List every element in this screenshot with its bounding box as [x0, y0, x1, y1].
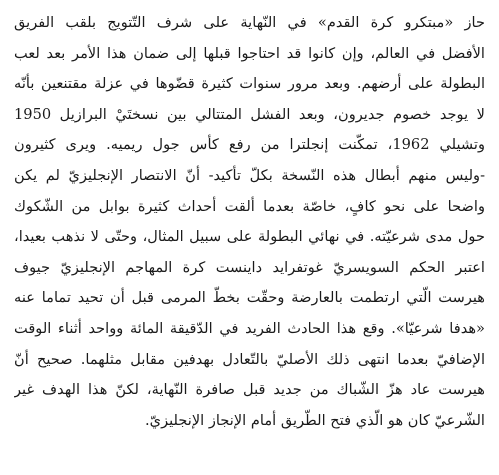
text-line: -وليس منهم أبطال هذه النّسخة بكلّ تأكيد- أنّ الانتصار الإنجليزيّ لم يكن [14, 166, 485, 184]
text-line: حاز «مبتكرو كرة القدم» في النّهاية على شرف التّتويج بلقب الفريق [14, 14, 485, 31]
text-line: الأفضل في العالم، وإن كانوا قد احتاجوا قبلها إلى ضمان هذا الأمر بعد لعب [14, 44, 485, 62]
text-line: «هدفا شرعيّا». وقع هذا الحادث الفريد في الدّقيقة المائة وواحد أثناء الوقت [14, 319, 485, 337]
text-line: الإضافيّ بعدما انتهى ذلك الأصليّ بالتّعادل بهدفين مقابل مثلهما. صحيح أنّ [14, 350, 485, 368]
text-line: واضحا على نحو كافٍ، خاصّة بعدما ألقت أحداث كثيرة بوابل من الشّكوك [14, 197, 485, 215]
text-line: حول مدى شرعيّته. في نهائي البطولة على سبيل المثال، وحتّى لا نذهب بعيدا، [14, 228, 485, 246]
text-line: وتشيلي 1962، تمكّنت إنجلترا من رفع كأس جول ريميه. ويرى كثيرون [14, 136, 485, 154]
text-line: هيرست الّتي ارتطمت بالعارضة وحقّت بخطّ المرمى قبل أن تحيد تماما عنه [14, 289, 485, 307]
text-line: اعتبر الحكم السويسريّ غوتفرايد داينست كرة المهاجم الإنجليزيّ جيوف [14, 258, 485, 276]
text-line: هيرست عاد هزّ الشّباك من جديد قبل صافرة النّهاية، لكنّ هذا الهدف غير [14, 381, 485, 399]
body-paragraph [14, 8, 485, 436]
text-line: لا يوجد خصوم جديرون، وبعد الفشل المتتالي بين نسختَيْ البرازيل 1950 [14, 105, 485, 123]
text-line-last: الشّرعيّ كان هو الّذي فتح الطّريق أمام الإنجاز الإنجليزيّ. [145, 411, 485, 429]
text-line: البطولة على أرضهم. وبعد مرور سنوات كثيرة قضّوها في عزلة مقتنعين بأنّه [14, 75, 485, 93]
